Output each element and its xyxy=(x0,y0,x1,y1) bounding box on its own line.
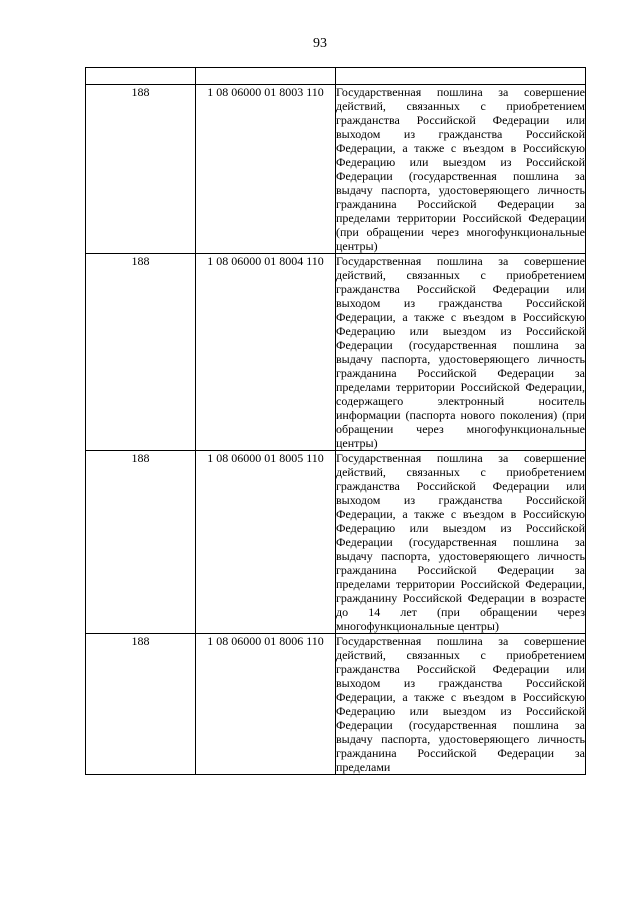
stub-cell xyxy=(336,68,586,85)
table-row xyxy=(86,85,586,254)
table-row xyxy=(86,254,586,451)
kbk-code-cell: 1 08 06000 01 8006 110 xyxy=(196,634,336,775)
description-cell: Государственная пошлина за совершение действий, связанных с приобретением гражданства Российской Федерации или выходом из гражданства Российской Федерации, а также с въездом в Российскую Федерацию или выездом из Российской Федерации (государственная пошлина за выдачу паспорта, удостоверяющего личность гражданина Российской Федерации за пределами территории Российской Федерации, гражданину Российской Федерации в возрасте до 14 лет (при обращении через многофункциональные центры) xyxy=(336,451,585,633)
stub-cell xyxy=(86,68,196,85)
stub-cell xyxy=(196,68,336,85)
table-continuation-row xyxy=(86,68,586,85)
admin-code-cell: 188 xyxy=(86,634,196,775)
table-row xyxy=(86,451,586,634)
admin-code-cell: 188 xyxy=(86,451,196,634)
description-cell: Государственная пошлина за совершение действий, связанных с приобретением гражданства Российской Федерации или выходом из гражданства Российской Федерации, а также с въездом в Российскую Федерацию или выездом из Российской Федерации (государственная пошлина за выдачу паспорта, удостоверяющего личность гражданина Российской Федерации за пределами xyxy=(336,634,585,774)
admin-code-cell: 188 xyxy=(86,85,196,254)
table-row xyxy=(86,634,586,775)
kbk-code-cell: 1 08 06000 01 8005 110 xyxy=(196,451,336,634)
revenue-codes-table xyxy=(85,67,586,775)
description-cell: Государственная пошлина за совершение действий, связанных с приобретением гражданства Российской Федерации или выходом из гражданства Российской Федерации, а также с въездом в Российскую Федерацию или выездом из Российской Федерации (государственная пошлина за выдачу паспорта, удостоверяющего личность гражданина Российской Федерации за пределами территории Российской Федерации, содержащего электронный носитель информации (паспорта нового поколения) (при обращении через многофункциональные центры) xyxy=(336,254,585,450)
kbk-code-cell: 1 08 06000 01 8004 110 xyxy=(196,254,336,451)
description-cell: Государственная пошлина за совершение действий, связанных с приобретением гражданства Российской Федерации или выходом из гражданства Российской Федерации, а также с въездом в Российскую Федерацию или выездом из Российской Федерации (государственная пошлина за выдачу паспорта, удостоверяющего личность гражданина Российской Федерации за пределами территории Российской Федерации (при обращении через многофункциональные центры) xyxy=(336,85,585,253)
page-number: 93 xyxy=(313,36,327,51)
admin-code-cell: 188 xyxy=(86,254,196,451)
kbk-code-cell: 1 08 06000 01 8003 110 xyxy=(196,85,336,254)
